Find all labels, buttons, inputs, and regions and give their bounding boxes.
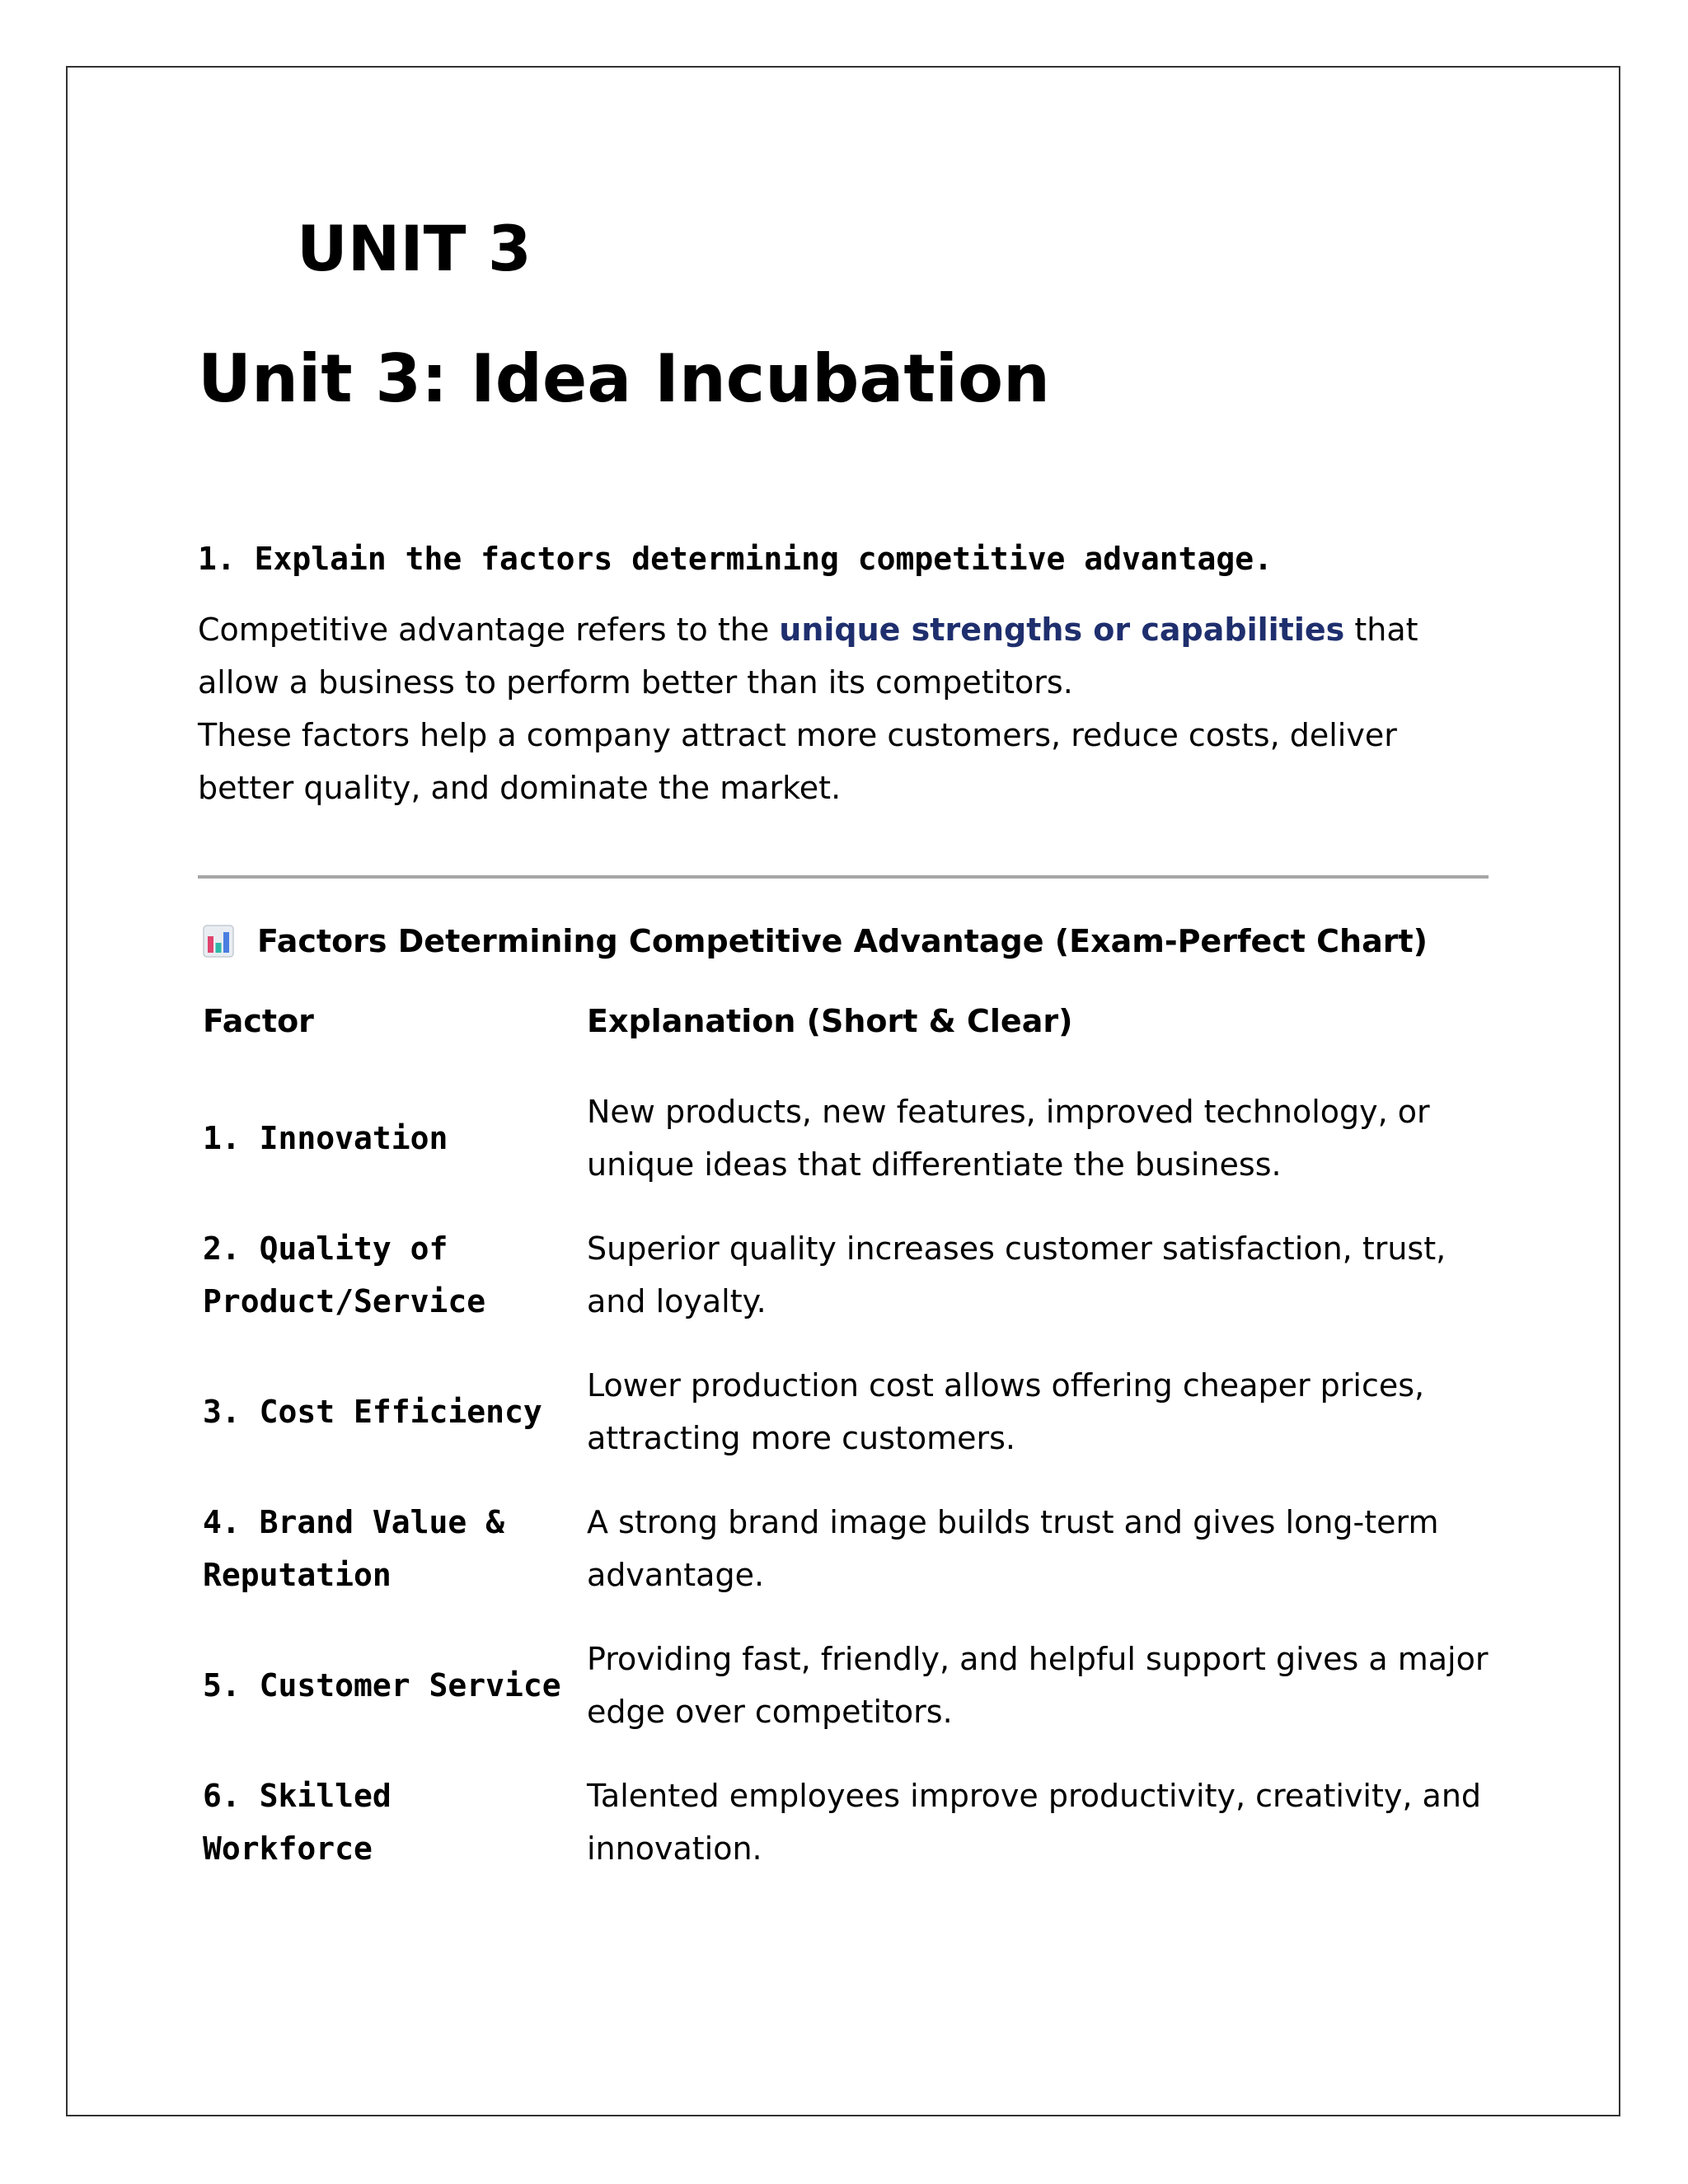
- explanation-cell: A strong brand image builds trust and gives long-term advantage.: [587, 1504, 1439, 1593]
- section-divider: [198, 875, 1489, 879]
- intro-line-2: These factors help a company attract more customers, reduce costs, deliver better quality, and dominate the market.: [198, 717, 1397, 806]
- page-title: Unit 3: Idea Incubation: [198, 340, 1050, 417]
- intro-paragraph: [198, 603, 1484, 814]
- bar-chart-icon: [203, 925, 234, 958]
- chart-heading-text: Factors Determining Competitive Advantage (Exam-Perfect Chart): [257, 923, 1428, 959]
- explanation-cell: Superior quality increases customer satisfaction, trust, and loyalty.: [587, 1230, 1447, 1319]
- table-row: [203, 1480, 1489, 1617]
- column-header-factor: Factor: [203, 1003, 314, 1039]
- table-row: [203, 1343, 1489, 1480]
- table-header-row: [203, 972, 1489, 1070]
- intro-text-end: that allow a business to perform better than its competitors.: [198, 612, 1418, 701]
- intro-text-start: Competitive advantage refers to the: [198, 612, 780, 648]
- explanation-cell: New products, new features, improved technology, or unique ideas that differentiate the business.: [587, 1094, 1430, 1183]
- factor-cell: 1. Innovation: [203, 1120, 448, 1156]
- chart-heading: [203, 916, 1428, 966]
- factor-cell: 5. Customer Service: [203, 1667, 561, 1704]
- explanation-cell: Lower production cost allows offering cheaper prices, attracting more customers.: [587, 1367, 1425, 1456]
- factor-cell: 4. Brand Value & Reputation: [203, 1504, 505, 1593]
- table-row: [203, 1754, 1489, 1891]
- question-heading: 1. Explain the factors determining competitive advantage.: [198, 541, 1273, 577]
- explanation-cell: Talented employees improve productivity, creativity, and innovation.: [587, 1778, 1482, 1867]
- factor-cell: 2. Quality of Product/Service: [203, 1230, 486, 1319]
- factor-cell: 6. Skilled Workforce: [203, 1778, 392, 1867]
- table-row: [203, 1617, 1489, 1754]
- factor-cell: 3. Cost Efficiency: [203, 1394, 542, 1430]
- column-header-explanation: Explanation (Short & Clear): [587, 1003, 1073, 1039]
- table-row: [203, 1070, 1489, 1207]
- table-row: [203, 1207, 1489, 1343]
- intro-highlight: unique strengths or capabilities: [779, 612, 1345, 648]
- explanation-cell: Providing fast, friendly, and helpful support gives a major edge over competitors.: [587, 1641, 1489, 1730]
- intro-line-1: [198, 603, 1484, 709]
- factor-table: [203, 972, 1489, 1891]
- unit-label: UNIT 3: [297, 212, 532, 285]
